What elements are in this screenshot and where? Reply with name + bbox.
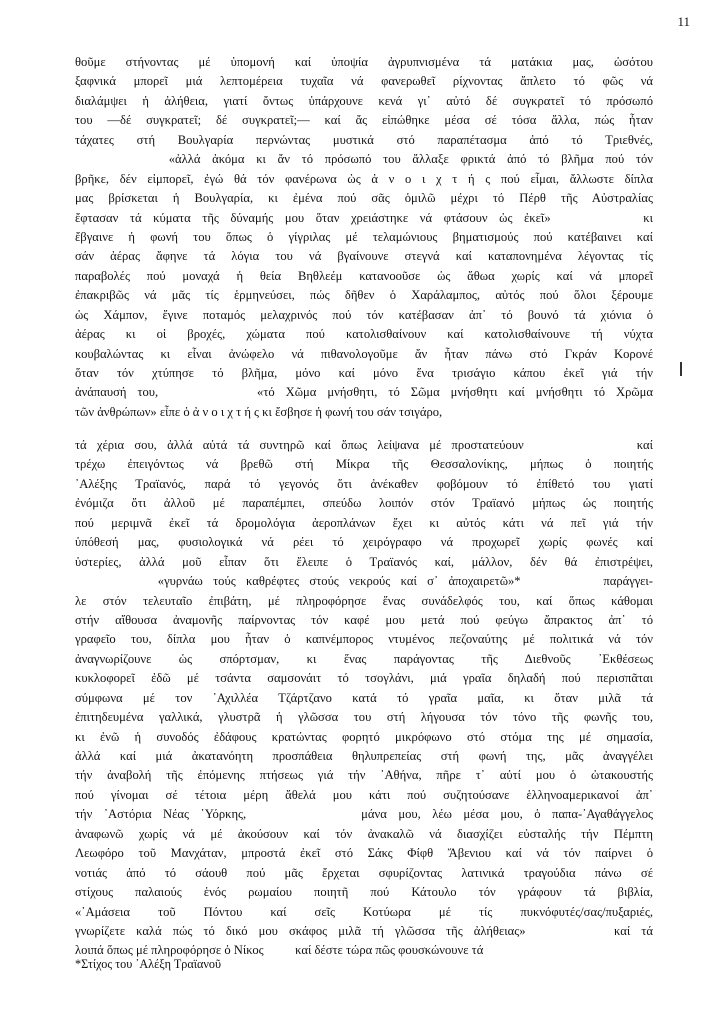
- text-line: ἔβγαινε ἡ φωνή του ὅπως ὁ γίγριλας μέ τελαμώνιους βηματισμούς πού κατέβαινει καί: [75, 229, 653, 244]
- text-line: ξαφνικά μπορεῖ μιά λεπτομέρεια τυχαῖα νά φανερωθεῖ ρίχνοντας ἄπλετο τό φῶς νά: [75, 74, 653, 89]
- text-line: «᾽Αμάσεια τοῦ Πόντου καί σεῖς Κοτύωρα μέ τίς πυκνόφυτές/σας/πυξαριές,: [75, 904, 653, 919]
- text-line: γραφεῖο του, δίπλα μου ἦταν ὁ καπνέμπορος ντυμένος πεζοναύτης μέ πολιτικά νά τόν: [75, 632, 653, 647]
- text-line: τά χέρια σου, ἀλλά αὐτά τά συντηρῶ καί ὅπως λείψανα μέ προστατεύουν καί: [75, 438, 653, 452]
- text-line: ἀνάπαυσή του, «τό Χῶμα μνήσθητι, τό Σῶμα μνήσθητι καί μνήσθητι τό Χρῶμα: [75, 385, 653, 400]
- text-line: τήν ᾽Αστόρια Νέας ῾Υόρκης, μάνα μου, λέω μέσα μου, ὁ παπα-᾽Αγαθάγγελος: [75, 807, 653, 822]
- text-line: τήν ἀναβολή τῆς ἐπόμενης πτήσεως γιά τήν ᾽Αθήνα, πῆρε τ᾽ αὐτί μου ὁ ὠτακουστής: [75, 768, 653, 783]
- page-number: 11: [677, 14, 690, 29]
- text-line: σάν ἀέρας ἄφηνε τά λόγια του νά βγαίνουνε στεγνά καί καταπονημένα λέγοντας τίς: [75, 249, 653, 264]
- text-line: ὡς Χάμπον, ἔγινε ποταμός μελαχρινός πού τόν κατέβασαν ἀπ᾽ τό βουνό τά χιόνια ὁ: [75, 307, 653, 322]
- text-line: τῶν ἀνθρώπων» εἶπε ὁ ἀ ν ο ι χ τ ή ς κι ἔσβησε ἡ φωνή του σάν τσιγάρο,: [75, 404, 443, 419]
- text-line: ὑστερίες, ἀλλά μοῦ εἶπαν ὅτι ἔλειπε ὁ Τραϊανός καί, μάλλον, δέν θά ἐπιστρέψει,: [75, 554, 653, 569]
- text-line: ἀναγνωρίζουνε ὡς σπόρτσμαν, κι ἕνας παράγοντας τῆς Διεθνοῦς ᾽Εκθέσεως: [75, 651, 653, 666]
- text-line: Λεωφόρο τοῦ Μανχάταν, μπροστά ἐκεῖ στό Σάκς Φίφθ Ἄβενιου καί νά τόν παίρνει ὁ: [75, 846, 653, 861]
- text-line: κυκλοφορεῖ ἐδῶ μέ τσάντα σαμσονάιτ τό τσογλάνι, μιά γραῖα δηλαδή πού περισπᾶται: [75, 671, 653, 686]
- text-line: ὅταν τόν χτύπησε τό βλῆμα, μόνο καί μόνο ἕνα τρισάγιο κάπου ἐκεῖ γιά τήν: [75, 366, 653, 380]
- text-line: λε στόν τελευταῖο ἐπιβάτη, μέ πληροφόρησε ἕνας συνάδελφός του, καί ὅπως κάθομαι: [75, 593, 653, 608]
- text-line: ἐνόμιζα ὅτι ἀλλοῦ μέ παραπέμπει, σπεύδω λοιπόν στόν Τραϊανό μήπως ὡς ποιητής: [75, 496, 653, 511]
- text-line: διαλάμψει ἡ ἀλήθεια, γιατί ὄντως ὑπάρχουνε κενά γι᾽ αὐτό δέ συγκρατεῖ τό πρόσωπό: [75, 93, 653, 108]
- margin-mark: [680, 362, 682, 376]
- text-line: ᾽Αλέξης Τραϊανός, παρά τό γεγονός ὅτι ἀνέκαθεν φοβόμουν τό ἐπίθετό του γιατί: [75, 476, 653, 491]
- text-line: κι ἐνῶ ἡ συνοδός ἐδάφους κρατώντας φορητό μικρόφωνο στό στόμα της μέ σημασία,: [75, 729, 653, 744]
- text-line: στίχους παλαιούς ἑνός ρωμαίου ποιητῆ πού Κάτουλο τόν γράφουν τά βιβλία,: [75, 885, 653, 900]
- text-line: ἐπιτηδευμένα γαλλικά, γλυστρᾶ ἡ γλῶσσα του στή λήγουσα τόν τόνο τῆς φωνῆς του,: [75, 710, 653, 725]
- text-line: «γυρνάω τούς καθρέφτες στούς νεκρούς καί σ᾽ ἀποχαιρετῶ»* παράγγει-: [75, 574, 653, 589]
- text-line: ἀναφωνῶ χωρίς νά μέ ἀκούσουν καί τόν ἀνακαλῶ νά διασχίζει εὐσταλής τήν Πέμπτη: [75, 826, 653, 841]
- text-line: ἐπακριβῶς νά μᾶς τίς ἑρμηνεύσει, πώς δῆθεν ὁ Χαράλαμπος, αὐτός πού ὅλοι ξέρουμε: [75, 288, 653, 303]
- text-line: «ἀλλά ἀκόμα κι ἄν τό πρόσωπό του ἄλλαξε φρικτά ἀπό τό βλῆμα πού τόν: [75, 152, 653, 167]
- text-line: νοτιάς ἀπό τό σάουθ πού μᾶς ἔρχεται σφυρίζοντας λατινικά τραγούδια πάνω σέ: [75, 865, 653, 880]
- text-line: τάχατες στή Βουλγαρία περνώντας μυστικά στό παραπέτασμα ἀπό τό Τριεθνές,: [75, 132, 653, 147]
- text-line: του —δέ συγκρατεῖ; δέ συγκρατεῖ;— καί ἄς εἰπώθηκε μέσα σέ τόσα ἄλλα, πώς ἦταν: [75, 113, 653, 128]
- text-block-lower: [75, 436, 653, 961]
- text-line: ἀλλά καί μιά ἀκατανόητη προσπάθεια θηλυπρεπείας στή φωνή της, μᾶς ἀναγγέλει: [75, 749, 653, 763]
- text-line: λοιπά ὅπως μέ πληροφόρησε ὁ Νίκος καί δέστε τώρα πῶς φουσκώνουνε τά: [75, 943, 484, 958]
- text-line: τρέχω ἐπειγόντως νά βρεθῶ στή Μίκρα τῆς Θεσσαλονίκης, μήπως ὁ ποιητής: [75, 457, 653, 472]
- text-line: μας βρίσκεται ἡ Βουλγαρία, κι ἐμένα πού σᾶς ὁμιλῶ μέχρι τό Πέρθ τῆς Αὐστραλίας: [75, 191, 653, 206]
- text-line: στήν αἴθουσα ἀναμονῆς παίρνοντας τόν καφέ μου μετά πού φεύγω ἄπρακτος ἀπ᾽ τό: [75, 612, 653, 627]
- text-line: ἀέρας κι οἱ βροχές, χώματα πού κατολισθαίνουν καί κατολισθαίνουνε τή νύχτα: [75, 327, 653, 342]
- text-line: κουβαλώντας κι εἶναι ἀνώφελο νά πιθανολογοῦμε ἄν ἦταν πάνω στό Γκράν Κορονέ: [75, 346, 653, 361]
- text-line: ὑπόθεσή μας, φυσιολογικά νά ρέει τό χειρόγραφο νά προχωρεῖ χωρίς φωνές καί: [75, 535, 653, 550]
- text-line: ἔφτασαν τά κύματα τῆς δύναμής μου ὅταν χρειάστηκε νά φτάσουν ὡς ἐκεῖ» κι: [75, 210, 653, 225]
- text-line: βρῆκε, δέν εἰμπορεῖ, ἐγώ θά τόν φανέρωνα ὡς ἀ ν ο ι χ τ ή ς πού εἶμαι, ἄλλωστε δίπλα: [75, 171, 653, 186]
- text-line: πού μεριμνᾶ ἐκεῖ τά δρομολόγια ἀεροπλάνων ἔχει κι αὐτός κάτι νά πεῖ γιά τήν: [75, 515, 653, 530]
- text-block-upper: [75, 53, 653, 422]
- text-line: παραβολές πού μοναχά ἡ θεία Βηθλεέμ κατανοοῦσε ὡς ἄθωα χωρίς καί νά μπορεῖ: [75, 268, 653, 283]
- footnote: *Στίχος του ᾽Αλέξη Τραϊανοῦ: [75, 957, 222, 971]
- text-line: θοῦμε στήνοντας μέ ὑπομονή καί ὑποψία ἀγρυπνισμένα τά ματάκια μας, ὡσότου: [75, 55, 653, 69]
- text-line: πού γίνομαι σέ τέτοια μέρη ἄθελά μου κάτι πού συζητούσανε ἑλληνοαμερικανοί ἀπ᾽: [75, 787, 653, 802]
- text-line: σύμφωνα μέ τον ᾽Αχιλλέα Τζάρτζανο κατά τό γραῖα μαῖα, κι ὅταν μιλᾶ τά: [75, 690, 653, 705]
- text-line: γνωρίζετε καλά πώς τό δικό μου σκάφος μιλᾶ τή γλῶσσα τῆς ἀλήθειας» καί τά: [75, 923, 653, 938]
